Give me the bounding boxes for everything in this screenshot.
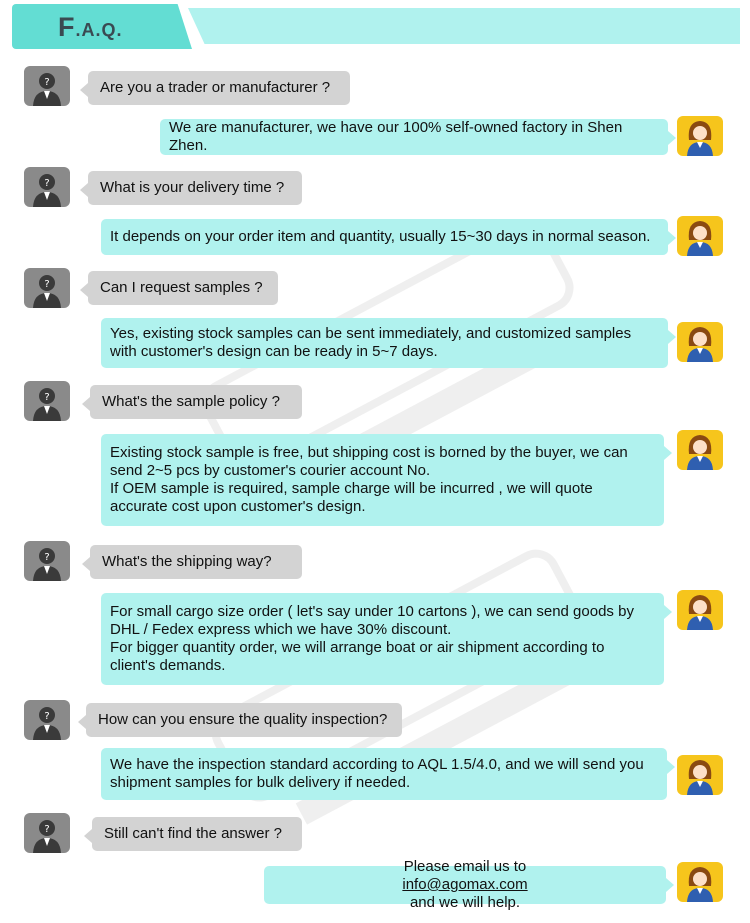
man-avatar-icon [24,813,70,853]
svg-text:?: ? [44,552,50,563]
svg-text:?: ? [44,392,50,403]
answer-bubble: Existing stock sample is free, but shipping cost is borned by the buyer, we can send 2~5 pcs by customer's courier account No. If OEM sample is required, sample charge will be incurred , we will quote accurate cost upon customer's design. [101,434,664,526]
man-avatar-icon [24,541,70,581]
man-avatar-icon [24,268,70,308]
answer-bubble: It depends on your order item and quantity, usually 15~30 days in normal season. [101,219,668,255]
question-bubble: Still can't find the answer ? [92,817,302,851]
question-bubble: What is your delivery time ? [88,171,302,205]
woman-avatar-icon [677,590,723,630]
question-bubble: What's the shipping way? [90,545,302,579]
svg-text:?: ? [44,77,50,88]
answer-text: and we will help. [409,894,521,911]
answer-bubble: Yes, existing stock samples can be sent immediately, and customized samples with customer's design can be ready in 5~7 days. [101,318,668,368]
woman-avatar-icon [677,216,723,256]
answer-bubble: We have the inspection standard according to AQL 1.5/4.0, and we will send you shipment samples for bulk delivery if needed. [101,748,667,800]
question-bubble: Are you a trader or manufacturer ? [88,71,350,105]
woman-avatar-icon [677,116,723,156]
page-title: F.A.Q. [58,12,123,42]
answer-text: Please email us to [403,858,527,875]
svg-text:?: ? [44,824,50,835]
woman-avatar-icon [677,755,723,795]
man-avatar-icon [24,700,70,740]
email-link[interactable]: info@agomax.com [402,876,528,893]
man-avatar-icon [24,66,70,106]
woman-avatar-icon [677,862,723,902]
woman-avatar-icon [677,430,723,470]
woman-avatar-icon [677,322,723,362]
man-avatar-icon [24,167,70,207]
answer-bubble: We are manufacturer, we have our 100% self-owned factory in Shen Zhen. [160,119,668,155]
answer-bubble [264,858,666,911]
answer-bubble: For small cargo size order ( let's say under 10 cartons ), we can send goods by DHL / Fedex express which we have 30% discount. For bigger quantity order, we will arrange boat or air shipment according to client's demands. [101,593,664,685]
question-bubble: What's the sample policy ? [90,385,302,419]
question-bubble: How can you ensure the quality inspection? [86,703,402,737]
question-bubble: Can I request samples ? [88,271,278,305]
svg-text:?: ? [44,279,50,290]
svg-text:?: ? [44,178,50,189]
faq-header-strip [188,8,740,44]
man-avatar-icon [24,381,70,421]
svg-text:?: ? [44,711,50,722]
